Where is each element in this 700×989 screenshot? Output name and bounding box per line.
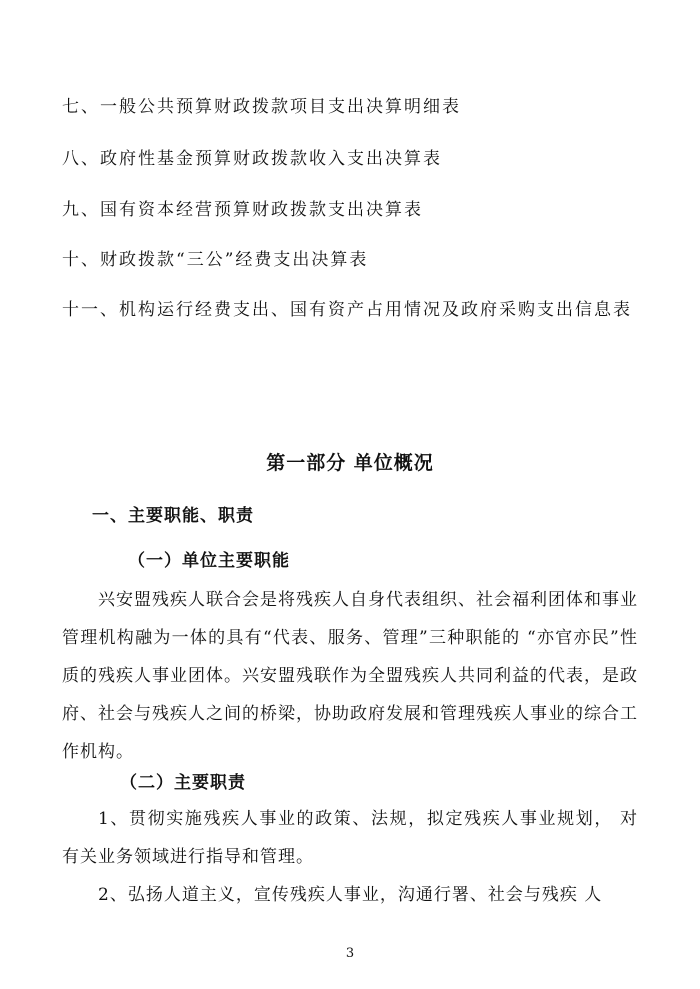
body-paragraph: 兴安盟残疾人联合会是将残疾人自身代表组织、社会福利团体和事业管理机构融为一体的具有“代表、服务、管理”三种职能的 “亦官亦民”性质的残疾人事业团体。兴安盟残联作为全盟残疾人共同利益的代表，是政府、社会与残疾人之间的桥梁，协助政府发展和管理残疾人事业的综合工作机构。 — [62, 590, 638, 762]
duty-item: 1、贯彻实施残疾人事业的政策、法规，拟定残疾人事业规划， 对有关业务领域进行指导和管理。 — [62, 809, 638, 867]
toc-item: 八、政府性基金预算财政拨款收入支出决算表 — [62, 149, 442, 169]
subsection-heading: （二）主要职责 — [120, 773, 246, 793]
part-title: 第一部分 单位概况 — [266, 452, 434, 474]
page-number: 3 — [345, 946, 355, 961]
toc-item: 九、国有资本经营预算财政拨款支出决算表 — [62, 200, 423, 220]
toc-item: 七、一般公共预算财政拨款项目支出决算明细表 — [62, 97, 461, 117]
toc-item: 十、财政拨款“三公”经费支出决算表 — [62, 250, 369, 270]
section-heading: 一、主要职能、职责 — [92, 506, 254, 526]
toc-item: 十一、机构运行经费支出、国有资产占用情况及政府采购支出信息表 — [62, 300, 632, 320]
duty-item: 2、弘扬人道主义，宣传残疾人事业，沟通行署、社会与残疾 人 — [98, 885, 603, 905]
subsection-heading: （一）单位主要职能 — [128, 551, 290, 571]
